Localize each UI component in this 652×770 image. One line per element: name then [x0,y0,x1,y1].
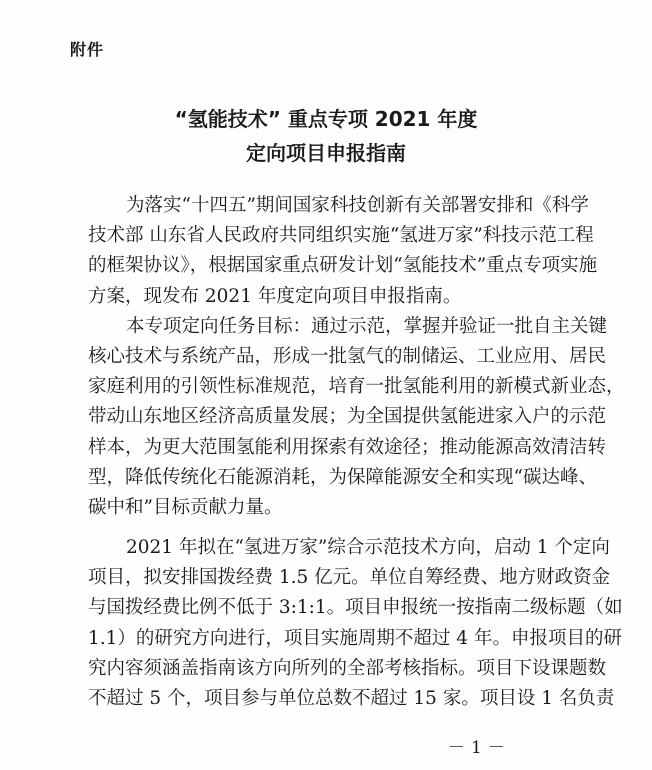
page-number: －1－ [448,738,511,758]
paragraph-2-line-6: 型，降低传统化石能源消耗，为保障能源安全和实现“碳达峰、 [88,466,597,488]
paragraph-1-line-1: 为落实“十四五”期间国家科技创新有关部署安排和《科学 [126,195,589,216]
paragraph-2-line-1: 本专项定向任务目标：通过示范，掌握并验证一批自主关键 [126,315,608,337]
paragraph-3-line-4: 1.1）的研究方向进行，项目实施周期不超过 4 年。申报项目的研 [88,627,622,649]
document-body [88,194,625,717]
paragraph-2-line-4: 带动山东地区经济高质量发展；为全国提供氢能进家入户的示范 [88,406,607,428]
paragraph-3-line-5: 究内容须涵盖指南该方向所列的全部考核指标。项目下设课题数 [88,657,607,679]
paragraph-2-line-3: 家庭利用的引领性标准规范，培育一批氢能利用的新模式新业态， [88,376,625,398]
paragraph-1-line-3: 的框架协议》，根据国家重点研发计划“氢能技术”重点专项实施 [88,255,598,277]
document-title-line-1: “氢能技术” 重点专项 2021 年度 [174,107,478,131]
paragraph-3-line-1: 2021 年拟在“氢进万家”综合示范技术方向，启动 1 个定向 [126,537,610,559]
paragraph-3-line-6: 不超过 5 个，项目参与单位总数不超过 15 家。项目设 1 名负责 [88,688,615,709]
paragraph-3-line-2: 项目，拟安排国拨经费 1.5 亿元。单位自筹经费、地方财政资金 [88,567,611,589]
paragraph-2-line-5: 样本，为更大范围氢能利用探索有效途径；推动能源高效清洁转 [88,436,607,458]
paragraph-1-line-2: 技术部 山东省人民政府共同组织实施“氢进万家”科技示范工程 [88,225,594,247]
paragraph-3-line-3: 与国拨经费比例不低于 3:1:1。项目申报统一按指南二级标题（如 [88,597,623,619]
paragraph-2-line-7: 碳中和”目标贡献力量。 [88,496,283,518]
attachment-label: 附件 [70,40,105,59]
document-title-line-2: 定向项目申报指南 [246,141,406,165]
paragraph-spacer [88,526,563,536]
paragraph-1-line-4: 方案，现发布 2021 年度定向项目申报指南。 [88,285,462,307]
paragraph-2-line-2: 核心技术与系统产品，形成一批氢气的制储运、工业应用、居民 [88,345,607,367]
